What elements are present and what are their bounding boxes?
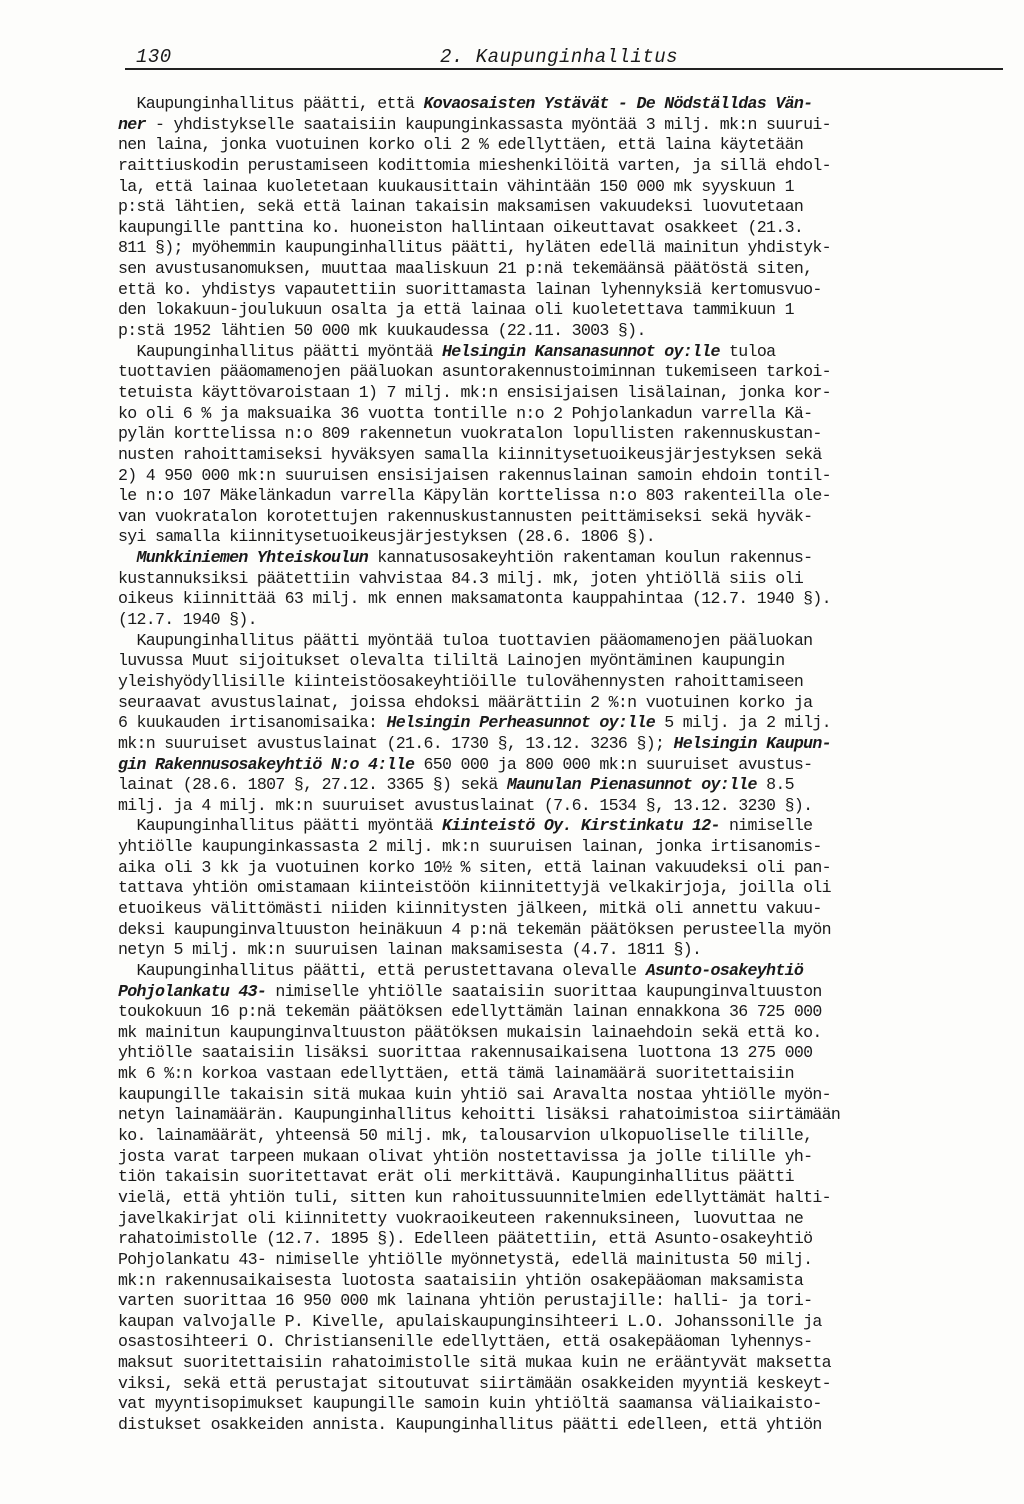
text-run: luvussa Muut sijoitukset olevalta tililtä Lainojen myöntäminen kaupungin (118, 651, 785, 671)
text-run: nimiselle (719, 816, 813, 836)
page-number: 130 (136, 46, 172, 68)
text-run: deksi kaupunginvaltuuston heinäkuun 4 p:nä tekemän päätöksen perusteella myön (118, 919, 831, 939)
text-run: mk mainitun kaupunginvaltuuston päätöksen mukaisin lainaehdoin sekä että ko. (118, 1022, 822, 1042)
text-line (118, 878, 1008, 899)
text-run: - yhdistykselle saataisiin kaupunginkassasta myöntää 3 milj. mk:n suurui- (145, 114, 831, 134)
text-line (118, 527, 1008, 548)
text-line (118, 693, 1008, 714)
text-line (118, 280, 1008, 301)
text-run (118, 548, 137, 567)
text-line (118, 589, 1008, 610)
emphasized-name: Helsingin Kaupun- (673, 733, 831, 753)
text-run: Pohjolankatu 43- nimiselle yhtiölle myönnetystä, edellä mainitusta 50 milj. (118, 1249, 813, 1269)
text-run: josta varat tarpeen mukaan olivat yhtiön nostettavissa ja jolle tilille yh- (118, 1146, 813, 1166)
text-line (118, 713, 1008, 734)
text-line (118, 734, 1008, 755)
text-run: kannatusosakeyhtiön rakentaman koulun rakennus- (367, 548, 813, 568)
text-run: kaupungille takaisin sitä mukaa kuin yhtiö sai Aravalta nostaa yhtiölle myön- (118, 1084, 831, 1104)
text-line (118, 238, 1008, 259)
text-run: javelkakirjat oli kiinnitetty vuokraoikeuteen rakennuksineen, luovuttaa ne (118, 1208, 804, 1228)
text-run: nusten rahoittamiseksi hyväksyen samalla kiinnitysetuoikeusjärjestyksen sekä (118, 444, 822, 464)
text-run: netyn 5 milj. mk:n suuruisen lainan maksamisesta (4.7. 1811 §). (118, 940, 702, 960)
text-line (118, 135, 1008, 156)
text-line (118, 1126, 1008, 1147)
text-run: ko. lainamäärät, yhteensä 50 milj. mk, talousarvion ulkopuoliselle tilille, (118, 1126, 813, 1146)
text-run: van vuokratalon korotettujen rakennuskustannusten peittämiseksi sekä hyväk- (118, 506, 813, 526)
text-line (118, 1105, 1008, 1126)
text-run: lainat (28.6. 1807 §, 27.12. 3365 §) sekä (118, 775, 507, 795)
emphasized-name: Maunulan Pienasunnot oy:lle (506, 775, 757, 795)
text-line (118, 899, 1008, 920)
text-run: p:stä lähtien, sekä että lainan takaisin maksamisen vakuudeksi luovutetaan (118, 197, 804, 217)
text-line (118, 197, 1008, 218)
text-run: milj. ja 4 milj. mk:n suuruiset avustuslainat (7.6. 1534 §, 13.12. 3230 §). (118, 795, 813, 815)
text-run: varten suorittaa 16 950 000 mk lainana yhtiön perustajille: halli- ja tori- (118, 1291, 813, 1311)
text-line (118, 507, 1008, 528)
text-run: kaupungille panttina ko. huoneiston hallintaan oikeuttavat osakkeet (21.3. (118, 217, 804, 237)
text-line (118, 424, 1008, 445)
emphasized-name: Kovaosaisten Ystävät - De Nödställdas Vän- (423, 94, 813, 113)
text-run: vielä, että yhtiön tuli, sitten kun rahoitussuunnitelmien edellyttämät halti- (118, 1187, 831, 1207)
text-line (118, 218, 1008, 239)
text-line (118, 1332, 1008, 1353)
text-run: mk 6 %:n korkoa vastaan edellyttäen, että tämä lainamäärä suoritettaisiin (118, 1064, 794, 1084)
text-run: kaupan valvojalle P. Kivelle, apulaiskaupunginsihteeri L.O. Johanssonille ja (118, 1311, 822, 1331)
text-run: (12.7. 1940 §). (118, 610, 257, 630)
text-line (118, 940, 1008, 961)
text-line (118, 775, 1008, 796)
text-run: 8.5 (756, 775, 794, 795)
text-line (118, 115, 1008, 136)
text-run: 6 kuukauden irtisanomisaika: (118, 713, 387, 733)
emphasized-name: Pohjolankatu 43- (118, 981, 267, 1001)
running-head: 2. Kaupunginhallitus (440, 46, 679, 68)
text-run: Kaupunginhallitus päätti myöntää (118, 341, 443, 361)
text-line (118, 1394, 1008, 1415)
text-line (118, 404, 1008, 425)
text-run: oikeus kiinnittää 63 milj. mk ennen maksamatonta kauppahintaa (12.7. 1940 §). (118, 589, 831, 609)
text-run: etuoikeus välittömästi niiden kiinnitysten jälkeen, mitkä oli annettu vakuu- (118, 898, 822, 918)
text-run: viksi, sekä että perustajat sitoutuvat siirtämään osakkeiden myyntiä keskeyt- (118, 1373, 831, 1393)
text-line (118, 1085, 1008, 1106)
text-run: tuloa (719, 341, 776, 361)
text-line (118, 1291, 1008, 1312)
text-run: Kaupunginhallitus päätti myöntää (118, 816, 443, 836)
text-line (118, 300, 1008, 321)
text-run: yleishyödyllisille kiinteistöosakeyhtiöille tulovähennysten rahoittamiseen (118, 671, 804, 691)
text-run: vat myyntisopimukset kaupungille samoin kuin yhtiöltä saamansa väliaikaisto- (118, 1394, 822, 1414)
text-line (118, 837, 1008, 858)
text-line (118, 486, 1008, 507)
emphasized-name: Kiinteistö Oy. Kirstinkatu 12- (442, 816, 720, 836)
text-run: yhtiölle kaupunginkassasta 2 milj. mk:n suuruisen lainan, jonka irtisanomis- (118, 837, 822, 857)
text-run: rahatoimistolle (12.7. 1895 §). Edelleen päätettiin, että Asunto-osakeyhtiö (118, 1229, 813, 1249)
page-header (125, 40, 1003, 70)
text-run: 5 milj. ja 2 milj. (654, 713, 831, 733)
text-run: le n:o 107 Mäkelänkadun varrella Käpylän korttelissa n:o 803 rakenteilla ole- (118, 486, 831, 506)
text-line (118, 982, 1008, 1003)
text-line (118, 445, 1008, 466)
text-line (118, 383, 1008, 404)
text-line (118, 961, 1008, 982)
text-run: maksut suoritettaisiin rahatoimistolle sitä mukaa kuin ne erääntyvät maksetta (118, 1353, 831, 1373)
text-line (118, 1002, 1008, 1023)
text-line (118, 610, 1008, 631)
text-run: tiön takaisin suoritettavat erät oli merkittävä. Kaupunginhallitus päätti (118, 1167, 794, 1187)
text-line (118, 156, 1008, 177)
text-line (118, 796, 1008, 817)
text-run: kustannuksiksi päätettiin vahvistaa 84.3 milj. mk, joten yhtiöllä siis oli (118, 568, 804, 588)
text-line (118, 920, 1008, 941)
text-line (118, 342, 1008, 363)
text-line (118, 1312, 1008, 1333)
text-run: 650 000 ja 800 000 mk:n suuruiset avustus- (414, 754, 813, 774)
text-run: distukset osakkeiden annista. Kaupunginhallitus päätti edelleen, että yhtiön (118, 1415, 822, 1434)
text-run: aika oli 3 kk ja vuotuinen korko 10½ % siten, että lainan vakuudeksi oli pan- (118, 857, 831, 877)
text-run: mk:n rakennusaikaisesta luotosta saataisiin yhtiön osakepääoman maksamista (118, 1270, 804, 1290)
text-line (118, 569, 1008, 590)
text-run: sen avustusanomuksen, muuttaa maaliskuun 21 p:nä tekemäänsä päätöstä siten, (118, 259, 813, 279)
text-run: nen laina, jonka vuotuinen korko oli 2 % edellyttäen, että laina käytetään (118, 135, 804, 155)
text-line (118, 1229, 1008, 1250)
text-line (118, 1167, 1008, 1188)
text-run: raittiuskodin perustamiseen kodittomia mieshenkilöitä varten, ja sillä ehdol- (118, 155, 831, 175)
text-line (118, 1147, 1008, 1168)
text-run: Kaupunginhallitus päätti, että perustettavana olevalle (118, 960, 646, 980)
text-line (118, 1209, 1008, 1230)
header-rule (125, 68, 1003, 70)
text-line (118, 548, 1008, 569)
text-line (118, 1415, 1008, 1436)
text-run: mk:n suuruiset avustuslainat (21.6. 1730 §, 13.12. 3236 §); (118, 733, 674, 753)
text-line (118, 1064, 1008, 1085)
text-line (118, 466, 1008, 487)
text-line (118, 1353, 1008, 1374)
text-line (118, 651, 1008, 672)
text-run: tuottavien pääomamenojen pääluokan asuntorakennustoiminnan tukemiseen tarkoi- (118, 362, 831, 382)
text-run: 811 §); myöhemmin kaupunginhallitus päätti, hyläten edellä mainitun yhdistyk- (118, 238, 831, 258)
text-run: syi samalla kiinnitysetuoikeusjärjestyksen (28.6. 1806 §). (118, 527, 655, 547)
text-run: että ko. yhdistys vapautettiin suorittamasta lainan lyhennyksiä kertomusvuo- (118, 279, 822, 299)
text-line (118, 1271, 1008, 1292)
text-run: toukokuun 16 p:nä tekemän päätöksen edellyttämän lainan ennakkona 36 725 000 (118, 1002, 822, 1022)
text-run: seuraavat avustuslainat, joissa ehdoksi määrättiin 2 %:n vuotuinen korko ja (118, 692, 813, 712)
text-line (118, 321, 1008, 342)
text-run: la, että lainaa kuoletetaan kuukausittain vähintään 150 000 mk syyskuun 1 (118, 176, 794, 196)
text-run: tetuista käyttövaroistaan 1) 7 milj. mk:n ensisijaisen lisälainan, jonka kor- (118, 382, 831, 402)
emphasized-name: Asunto-osakeyhtiö (645, 960, 804, 980)
text-run: nimiselle yhtiölle saataisiin suorittaa kaupunginvaltuuston (266, 981, 822, 1001)
text-line (118, 816, 1008, 837)
text-line (118, 1043, 1008, 1064)
emphasized-name: Munkkiniemen Yhteiskoulun (136, 548, 368, 568)
text-run: Kaupunginhallitus päätti, että (118, 94, 424, 113)
body-text (118, 94, 1008, 1494)
text-run: Kaupunginhallitus päätti myöntää tuloa tuottavien pääomamenojen pääluokan (118, 630, 813, 650)
text-line (118, 755, 1008, 776)
text-line (118, 1374, 1008, 1395)
text-run: ko oli 6 % ja maksuaika 36 vuotta tontille n:o 2 Pohjolankadun varrella Kä- (118, 403, 813, 423)
text-run: yhtiölle saataisiin lisäksi suorittaa rakennusaikaisena luottona 13 275 000 (118, 1043, 813, 1063)
text-run: p:stä 1952 lähtien 50 000 mk kuukaudessa (22.11. 3003 §). (118, 321, 646, 341)
text-run: osastosihteeri O. Christiansenille edellyttäen, että osakepääoman lyhennys- (118, 1332, 813, 1352)
text-line (118, 1250, 1008, 1271)
text-run: tattava yhtiön omistamaan kiinteistöön kiinnitettyjä velkakirjoja, joilla oli (118, 878, 831, 898)
emphasized-name: Helsingin Perheasunnot oy:lle (386, 713, 655, 733)
text-run: netyn lainamäärän. Kaupunginhallitus kehoitti lisäksi rahatoimistoa siirtämään (118, 1105, 841, 1125)
text-line (118, 177, 1008, 198)
text-line (118, 259, 1008, 280)
text-run: pylän korttelissa n:o 809 rakennetun vuokratalon lopullisten rakennuskustan- (118, 424, 822, 444)
text-run: 2) 4 950 000 mk:n suuruisen ensisijaisen rakennuslainan samoin ehdoin tontil- (118, 465, 831, 485)
text-line (118, 1023, 1008, 1044)
text-line (118, 672, 1008, 693)
text-line (118, 94, 1008, 115)
text-line (118, 362, 1008, 383)
emphasized-name: Helsingin Kansanasunnot oy:lle (442, 341, 720, 361)
text-run: den lokakuun-joulukuun osalta ja että lainaa oli kuoletettava tammikuun 1 (118, 300, 794, 320)
text-line (118, 1188, 1008, 1209)
emphasized-name: ner (118, 114, 146, 134)
text-line (118, 631, 1008, 652)
text-line (118, 858, 1008, 879)
emphasized-name: gin Rakennusosakeyhtiö N:o 4:lle (118, 754, 415, 774)
